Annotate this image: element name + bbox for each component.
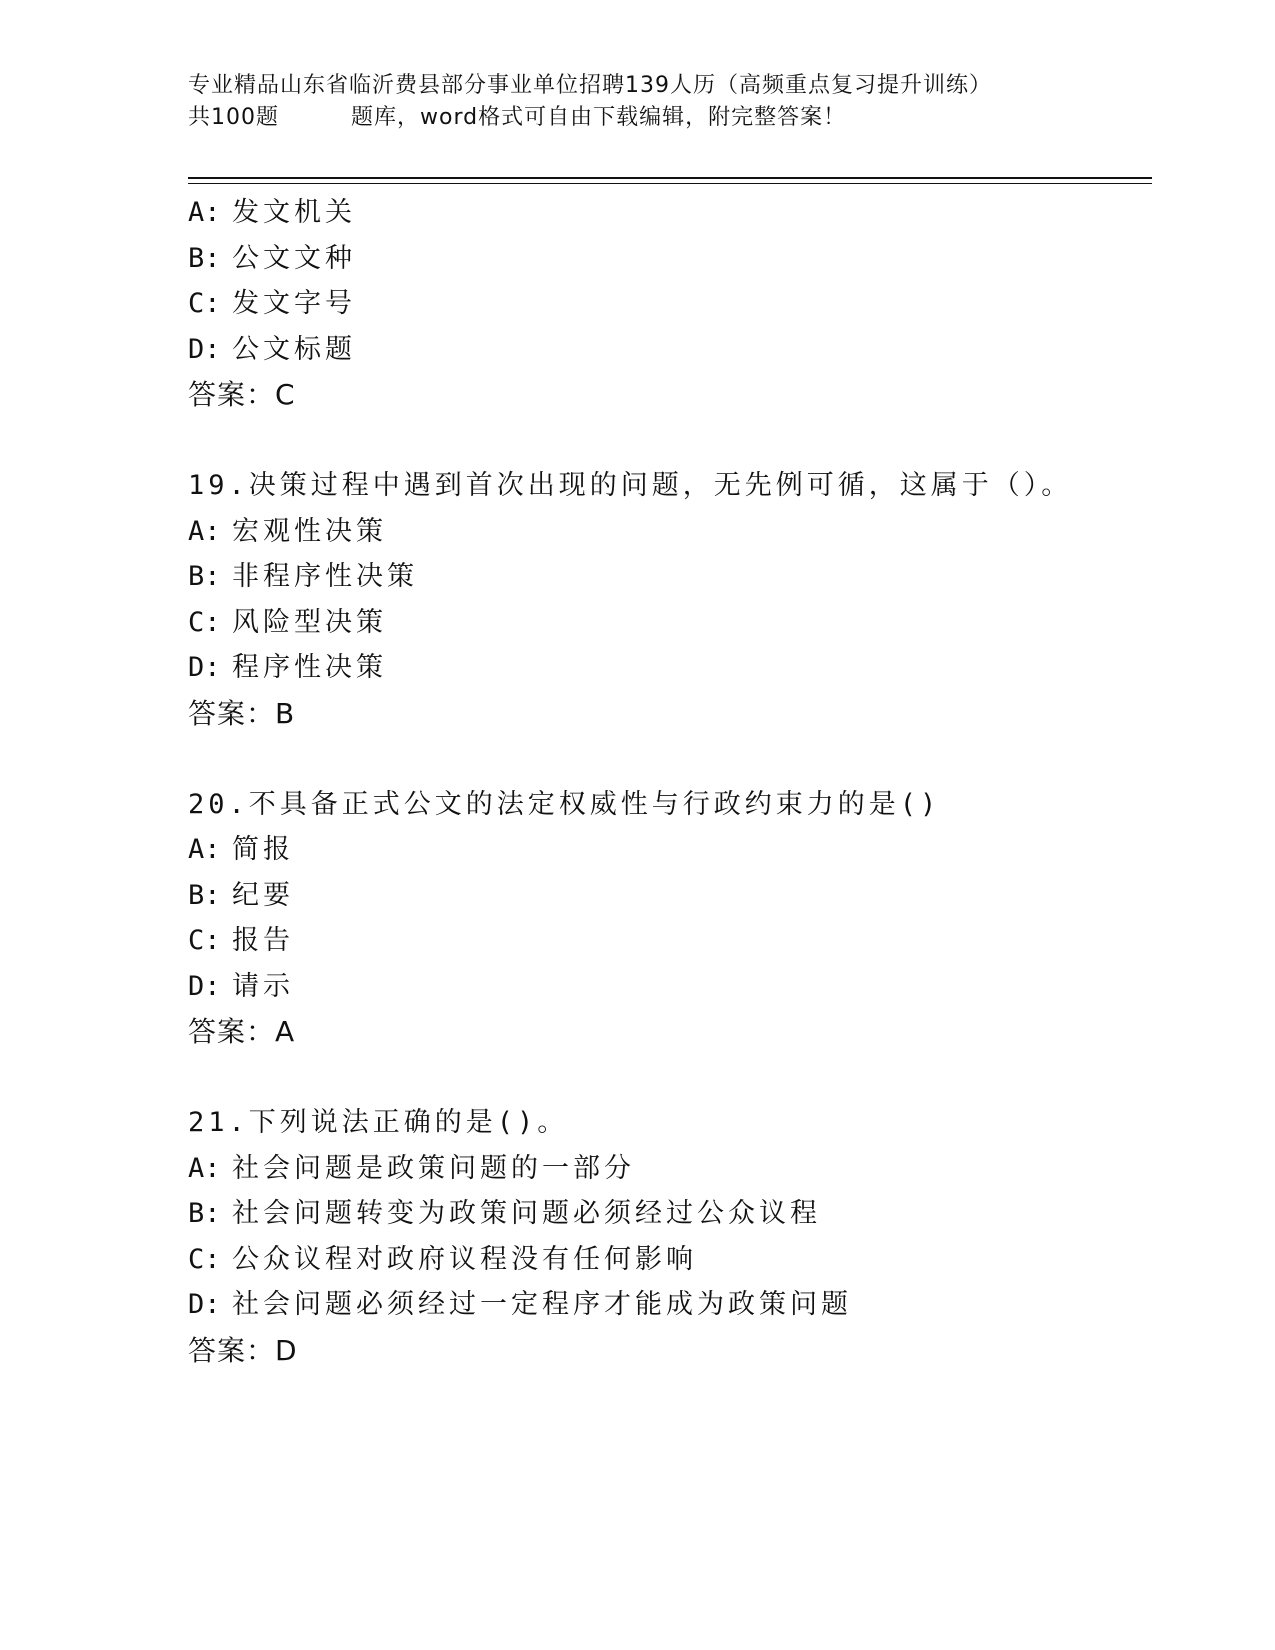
header-line-1: 专业精品山东省临沂费县部分事业单位招聘139人历（高频重点复习提升训练）	[188, 73, 992, 98]
option-line	[188, 827, 1148, 873]
header-divider-thick	[188, 177, 1152, 179]
question-stem: 20.不具备正式公文的法定权威性与行政约束力的是()	[188, 788, 941, 820]
option-line	[188, 1282, 1148, 1328]
option-text: 发文字号	[232, 288, 356, 319]
option-line	[188, 327, 1148, 373]
option-letter: D:	[188, 970, 221, 1002]
option-text: 社会问题转变为政策问题必须经过公众议程	[232, 1198, 821, 1229]
option-letter: B:	[188, 879, 221, 911]
header-divider-thin	[188, 183, 1152, 184]
option-line	[188, 1146, 1148, 1192]
option-text: 发文机关	[232, 197, 356, 228]
option-letter: D:	[188, 1289, 221, 1320]
question-18-partial	[188, 190, 1148, 418]
option-letter: C:	[188, 1243, 221, 1275]
option-letter: A:	[188, 515, 221, 547]
option-letter: C:	[188, 288, 221, 319]
question-stem: 19.决策过程中遇到首次出现的问题，无先例可循，这属于（）。	[188, 470, 1073, 501]
question-20	[188, 782, 1148, 1055]
option-text: 报告	[232, 925, 294, 956]
option-text: 公文标题	[232, 333, 356, 365]
option-line	[188, 1191, 1148, 1237]
option-line	[188, 554, 1148, 600]
option-text: 社会问题必须经过一定程序才能成为政策问题	[232, 1289, 852, 1320]
option-letter: C:	[188, 606, 221, 638]
option-line	[188, 600, 1148, 646]
option-letter: A:	[188, 197, 221, 228]
document-header	[188, 70, 992, 134]
option-line	[188, 190, 1148, 236]
question-stem: 21.下列说法正确的是()。	[188, 1107, 569, 1138]
answer-line: 答案：C	[188, 378, 296, 411]
question-list	[188, 190, 1148, 1373]
option-line	[188, 873, 1148, 919]
option-letter: C:	[188, 925, 221, 956]
option-line	[188, 918, 1148, 964]
option-line	[188, 645, 1148, 691]
option-text: 宏观性决策	[232, 515, 387, 547]
option-letter: A:	[188, 834, 221, 865]
option-text: 简报	[232, 834, 294, 865]
answer-line: 答案：B	[188, 696, 296, 730]
header-description: 题库，word格式可自由下载编辑，附完整答案！	[351, 105, 847, 130]
answer-line: 答案：D	[188, 1333, 298, 1367]
answer-line: 答案：A	[188, 1015, 296, 1048]
option-letter: D:	[188, 652, 221, 683]
option-text: 公文文种	[232, 242, 356, 274]
option-letter: B:	[188, 1198, 221, 1229]
option-line	[188, 509, 1148, 555]
option-text: 程序性决策	[232, 652, 387, 683]
option-line	[188, 1237, 1148, 1283]
option-line	[188, 281, 1148, 327]
option-line	[188, 964, 1148, 1010]
option-text: 公众议程对政府议程没有任何影响	[232, 1243, 697, 1275]
option-text: 纪要	[232, 879, 294, 911]
question-19	[188, 463, 1148, 736]
option-letter: B:	[188, 561, 221, 592]
option-text: 风险型决策	[232, 606, 387, 638]
header-line-2	[188, 102, 992, 134]
option-letter: B:	[188, 242, 221, 274]
option-text: 非程序性决策	[232, 561, 418, 592]
header-question-count: 共100题	[188, 105, 279, 130]
option-text: 请示	[232, 970, 294, 1002]
option-letter: D:	[188, 333, 221, 365]
question-21	[188, 1100, 1148, 1373]
option-line	[188, 236, 1148, 282]
option-letter: A:	[188, 1152, 221, 1184]
option-text: 社会问题是政策问题的一部分	[232, 1152, 635, 1184]
